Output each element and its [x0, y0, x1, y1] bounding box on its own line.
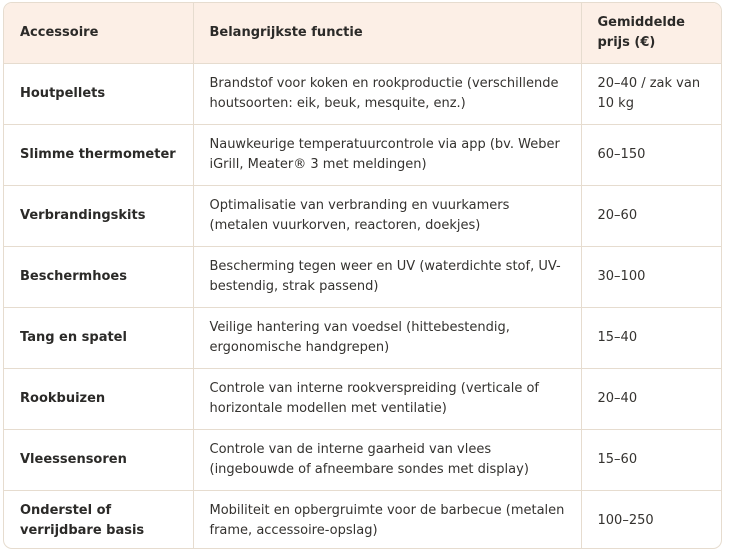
- cell-accessoire: Vleessensoren: [4, 429, 193, 490]
- table-row: [4, 246, 721, 307]
- header-prijs: Gemiddelde prijs (€): [581, 3, 721, 63]
- accessories-table: [4, 3, 721, 549]
- cell-functie: Nauwkeurige temperatuurcontrole via app (bv. Weber iGrill, Meater® 3 met meldingen): [193, 124, 581, 185]
- table-row: [4, 490, 721, 549]
- table-row: [4, 429, 721, 490]
- cell-accessoire: Verbrandingskits: [4, 185, 193, 246]
- cell-prijs: 60–150: [581, 124, 721, 185]
- cell-accessoire: Houtpellets: [4, 63, 193, 124]
- table-row: [4, 368, 721, 429]
- table-row: [4, 124, 721, 185]
- cell-functie: Veilige hantering van voedsel (hittebestendig, ergonomische handgrepen): [193, 307, 581, 368]
- cell-prijs: 15–40: [581, 307, 721, 368]
- cell-functie: Bescherming tegen weer en UV (waterdichte stof, UV-bestendig, strak passend): [193, 246, 581, 307]
- table-row: [4, 307, 721, 368]
- cell-accessoire: Rookbuizen: [4, 368, 193, 429]
- table-body: [4, 63, 721, 549]
- table-row: [4, 185, 721, 246]
- cell-functie: Optimalisatie van verbranding en vuurkamers (metalen vuurkorven, reactoren, doekjes): [193, 185, 581, 246]
- header-functie: Belangrijkste functie: [193, 3, 581, 63]
- cell-accessoire: Slimme thermometer: [4, 124, 193, 185]
- table-row: [4, 63, 721, 124]
- header-row: [4, 3, 721, 63]
- header-accessoire: Accessoire: [4, 3, 193, 63]
- cell-accessoire: Onderstel of verrijdbare basis: [4, 490, 193, 549]
- cell-prijs: 100–250: [597, 512, 654, 528]
- cell-functie: Controle van interne rookverspreiding (verticale of horizontale modellen met ventilatie): [193, 368, 581, 429]
- accessories-table-container: [3, 2, 722, 549]
- cell-prijs: 15–60: [581, 429, 721, 490]
- cell-functie: Mobiliteit en opbergruimte voor de barbecue (metalen frame, accessoire-opslag): [193, 490, 581, 549]
- table-header: [4, 3, 721, 63]
- cell-functie: Controle van de interne gaarheid van vlees (ingebouwde of afneembare sondes met display): [193, 429, 581, 490]
- cell-accessoire: Beschermhoes: [4, 246, 193, 307]
- cell-accessoire: Tang en spatel: [4, 307, 193, 368]
- cell-prijs: 20–60: [581, 185, 721, 246]
- cell-prijs: 20–40: [581, 368, 721, 429]
- cell-prijs: 20–40 / zak van 10 kg: [581, 63, 721, 124]
- cell-functie: Brandstof voor koken en rookproductie (verschillende houtsoorten: eik, beuk, mesquite, enz.): [193, 63, 581, 124]
- cell-prijs: 30–100: [581, 246, 721, 307]
